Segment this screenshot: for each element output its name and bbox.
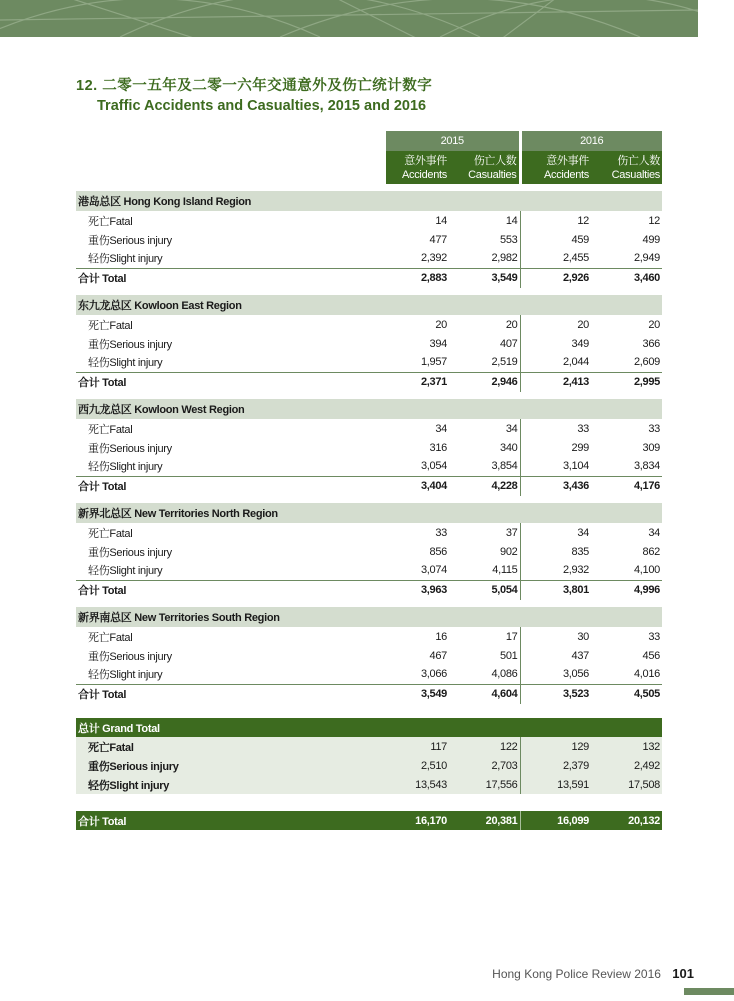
value-cell: 2,946 xyxy=(449,372,520,392)
value-cell: 17,556 xyxy=(449,775,520,794)
grand-total-row xyxy=(76,756,662,775)
page-footer xyxy=(492,966,694,981)
spacer-cell xyxy=(76,801,662,811)
value-cell: 2,995 xyxy=(591,372,662,392)
value-cell: 2,703 xyxy=(449,756,520,775)
title-number: 12. xyxy=(76,78,98,94)
value-cell: 299 xyxy=(571,441,589,454)
spacer-cell xyxy=(76,184,662,191)
table-row xyxy=(76,230,662,249)
region-header-row xyxy=(76,503,662,523)
region-name: 东九龙总区 Kowloon East Region xyxy=(76,295,662,315)
value-cell: 902 xyxy=(449,542,520,561)
value-cell: 4,115 xyxy=(449,561,520,580)
value-cell: 5,054 xyxy=(449,580,520,600)
row-label: 轻伤Slight injury xyxy=(88,461,163,474)
value-cell: 477 xyxy=(429,233,447,246)
total-row xyxy=(76,372,662,392)
spacer-cell xyxy=(76,711,662,718)
value-cell: 456 xyxy=(642,649,660,662)
value-cell: 2,492 xyxy=(591,756,662,775)
spacer-row xyxy=(76,711,662,718)
grand-total-row xyxy=(76,775,662,794)
row-label: 死亡Fatal xyxy=(88,631,133,644)
value-cell: 37 xyxy=(449,523,520,542)
year-header-row xyxy=(76,131,662,151)
value-cell: 3,854 xyxy=(449,457,520,476)
total-label: 合计 Total xyxy=(76,684,386,704)
value-cell: 14 xyxy=(435,214,447,227)
value-cell: 3,460 xyxy=(591,268,662,288)
value-cell: 4,086 xyxy=(449,665,520,684)
total-label: 合计 Total xyxy=(76,372,386,392)
value-cell: 3,104 xyxy=(562,460,589,473)
publication-name: Hong Kong Police Review 2016 xyxy=(492,967,661,981)
region-name: 西九龙总区 Kowloon West Region xyxy=(76,399,662,419)
value-cell: 3,523 xyxy=(520,684,591,704)
value-cell: 17,508 xyxy=(591,775,662,794)
value-cell: 4,604 xyxy=(449,684,520,704)
table-row xyxy=(76,419,662,438)
value-cell: 499 xyxy=(642,233,660,246)
col-header-accidents-2015: 意外事件 Accidents xyxy=(386,151,449,184)
value-cell: 13,591 xyxy=(520,775,591,794)
spacer-row xyxy=(76,184,662,191)
value-cell: 2,392 xyxy=(420,252,447,265)
value-cell: 2,949 xyxy=(633,252,660,265)
value-cell: 2,982 xyxy=(449,249,520,268)
table-row xyxy=(76,627,662,646)
year-2015-header: 2015 xyxy=(386,131,520,151)
value-cell: 16,099 xyxy=(520,811,591,830)
spacer-row xyxy=(76,801,662,811)
spacer-cell xyxy=(76,794,662,801)
value-cell: 20 xyxy=(577,318,589,331)
value-cell: 3,074 xyxy=(420,564,447,577)
value-cell: 2,371 xyxy=(386,372,449,392)
total-label: 合计 Total xyxy=(76,268,386,288)
table-row xyxy=(76,353,662,372)
col-header-casualties-2015: 伤亡人数 Casualties xyxy=(449,151,520,184)
value-cell: 856 xyxy=(429,545,447,558)
spacer-cell xyxy=(76,392,662,399)
value-cell: 3,066 xyxy=(420,668,447,681)
table-row xyxy=(76,561,662,580)
value-cell: 2,926 xyxy=(520,268,591,288)
value-cell: 20 xyxy=(648,318,660,331)
grand-total-sum-row xyxy=(76,811,662,830)
column-header-row xyxy=(76,151,662,184)
value-cell: 1,957 xyxy=(420,356,447,369)
value-cell: 2,379 xyxy=(520,756,591,775)
value-cell: 34 xyxy=(449,419,520,438)
value-cell: 122 xyxy=(449,737,520,756)
region-name: 港岛总区 Hong Kong Island Region xyxy=(76,191,662,211)
region-header-row xyxy=(76,295,662,315)
value-cell: 20 xyxy=(435,318,447,331)
total-row xyxy=(76,476,662,496)
value-cell: 553 xyxy=(449,230,520,249)
value-cell: 3,054 xyxy=(420,460,447,473)
value-cell: 3,436 xyxy=(520,476,591,496)
value-cell: 394 xyxy=(429,337,447,350)
value-cell: 3,404 xyxy=(386,476,449,496)
value-cell: 4,505 xyxy=(591,684,662,704)
value-cell: 437 xyxy=(571,649,589,662)
grand-total-name: 总计 Grand Total xyxy=(76,718,662,737)
row-label: 重伤Serious injury xyxy=(88,338,172,351)
row-label: 重伤Serious injury xyxy=(88,442,172,455)
table-row xyxy=(76,334,662,353)
total-label: 合计 Total xyxy=(76,580,386,600)
row-label: 轻伤Slight injury xyxy=(76,775,386,794)
value-cell: 30 xyxy=(577,630,589,643)
table-row xyxy=(76,211,662,230)
value-cell: 366 xyxy=(642,337,660,350)
value-cell: 3,963 xyxy=(386,580,449,600)
value-cell: 2,413 xyxy=(520,372,591,392)
row-label: 重伤Serious injury xyxy=(76,756,386,775)
value-cell: 16 xyxy=(435,630,447,643)
title-cn-text: 二零一五年及二零一六年交通意外及伤亡统计数字 xyxy=(102,78,433,94)
row-label: 重伤Serious injury xyxy=(88,650,172,663)
value-cell: 862 xyxy=(642,545,660,558)
table-row xyxy=(76,542,662,561)
row-label: 死亡Fatal xyxy=(76,737,386,756)
page-title xyxy=(76,76,432,116)
spacer-cell xyxy=(76,600,662,607)
row-label: 轻伤Slight injury xyxy=(88,669,163,682)
value-cell: 4,228 xyxy=(449,476,520,496)
value-cell: 34 xyxy=(577,526,589,539)
value-cell: 501 xyxy=(449,646,520,665)
value-cell: 3,549 xyxy=(386,684,449,704)
value-cell: 2,883 xyxy=(386,268,449,288)
value-cell: 4,176 xyxy=(591,476,662,496)
total-row xyxy=(76,684,662,704)
value-cell: 316 xyxy=(429,441,447,454)
value-cell: 2,044 xyxy=(562,356,589,369)
total-label: 合计 Total xyxy=(76,476,386,496)
value-cell: 2,519 xyxy=(449,353,520,372)
value-cell: 34 xyxy=(435,422,447,435)
row-label: 轻伤Slight injury xyxy=(88,253,163,266)
value-cell: 33 xyxy=(648,422,660,435)
spacer-row xyxy=(76,704,662,711)
row-label: 死亡Fatal xyxy=(88,319,133,332)
footer-bar xyxy=(684,988,734,995)
row-label: 轻伤Slight injury xyxy=(88,565,163,578)
spacer-row xyxy=(76,794,662,801)
spacer-row xyxy=(76,392,662,399)
value-cell: 4,996 xyxy=(591,580,662,600)
value-cell: 12 xyxy=(648,214,660,227)
value-cell: 835 xyxy=(571,545,589,558)
col-header-casualties-2016: 伤亡人数 Casualties xyxy=(591,151,662,184)
value-cell: 117 xyxy=(386,737,449,756)
value-cell: 3,834 xyxy=(633,460,660,473)
table-row xyxy=(76,646,662,665)
region-name: 新界南总区 New Territories South Region xyxy=(76,607,662,627)
value-cell: 459 xyxy=(571,233,589,246)
table-row xyxy=(76,457,662,476)
row-label: 死亡Fatal xyxy=(88,215,133,228)
value-cell: 20 xyxy=(449,315,520,334)
value-cell: 34 xyxy=(648,526,660,539)
region-header-row xyxy=(76,191,662,211)
value-cell: 349 xyxy=(571,337,589,350)
page-number: 101 xyxy=(672,966,694,981)
total-row xyxy=(76,580,662,600)
value-cell: 132 xyxy=(591,737,662,756)
title-chinese xyxy=(76,76,432,96)
value-cell: 4,016 xyxy=(633,668,660,681)
value-cell: 3,056 xyxy=(562,668,589,681)
row-label: 死亡Fatal xyxy=(88,423,133,436)
value-cell: 340 xyxy=(449,438,520,457)
spacer-cell xyxy=(76,496,662,503)
value-cell: 20,381 xyxy=(449,811,520,830)
table-row xyxy=(76,438,662,457)
value-cell: 4,100 xyxy=(633,564,660,577)
spacer-row xyxy=(76,288,662,295)
value-cell: 3,549 xyxy=(449,268,520,288)
traffic-stats-table xyxy=(76,131,662,830)
decorative-pattern-icon xyxy=(0,0,698,37)
header-banner xyxy=(0,0,698,37)
value-cell: 20,132 xyxy=(591,811,662,830)
spacer-row xyxy=(76,496,662,503)
table-row xyxy=(76,665,662,684)
row-label: 重伤Serious injury xyxy=(88,234,172,247)
value-cell: 33 xyxy=(648,630,660,643)
col-header-accidents-2016: 意外事件 Accidents xyxy=(520,151,591,184)
value-cell: 2,510 xyxy=(386,756,449,775)
region-header-row xyxy=(76,399,662,419)
value-cell: 407 xyxy=(449,334,520,353)
spacer-cell xyxy=(76,704,662,711)
table-row xyxy=(76,315,662,334)
value-cell: 17 xyxy=(449,627,520,646)
value-cell: 2,455 xyxy=(562,252,589,265)
value-cell: 16,170 xyxy=(386,811,449,830)
value-cell: 14 xyxy=(449,211,520,230)
table-row xyxy=(76,523,662,542)
region-name: 新界北总区 New Territories North Region xyxy=(76,503,662,523)
spacer-row xyxy=(76,600,662,607)
spacer-cell xyxy=(76,288,662,295)
value-cell: 13,543 xyxy=(386,775,449,794)
row-label: 重伤Serious injury xyxy=(88,546,172,559)
grand-total-row xyxy=(76,737,662,756)
value-cell: 467 xyxy=(429,649,447,662)
region-header-row xyxy=(76,607,662,627)
row-label: 轻伤Slight injury xyxy=(88,357,163,370)
total-label: 合计 Total xyxy=(76,811,386,830)
value-cell: 33 xyxy=(435,526,447,539)
value-cell: 2,609 xyxy=(633,356,660,369)
grand-total-header-row xyxy=(76,718,662,737)
value-cell: 33 xyxy=(577,422,589,435)
value-cell: 3,801 xyxy=(520,580,591,600)
total-row xyxy=(76,268,662,288)
value-cell: 309 xyxy=(642,441,660,454)
title-english: Traffic Accidents and Casualties, 2015 and 2016 xyxy=(97,98,427,114)
row-label: 死亡Fatal xyxy=(88,527,133,540)
value-cell: 2,932 xyxy=(562,564,589,577)
year-2016-header: 2016 xyxy=(520,131,662,151)
table-row xyxy=(76,249,662,268)
value-cell: 12 xyxy=(577,214,589,227)
value-cell: 129 xyxy=(520,737,591,756)
